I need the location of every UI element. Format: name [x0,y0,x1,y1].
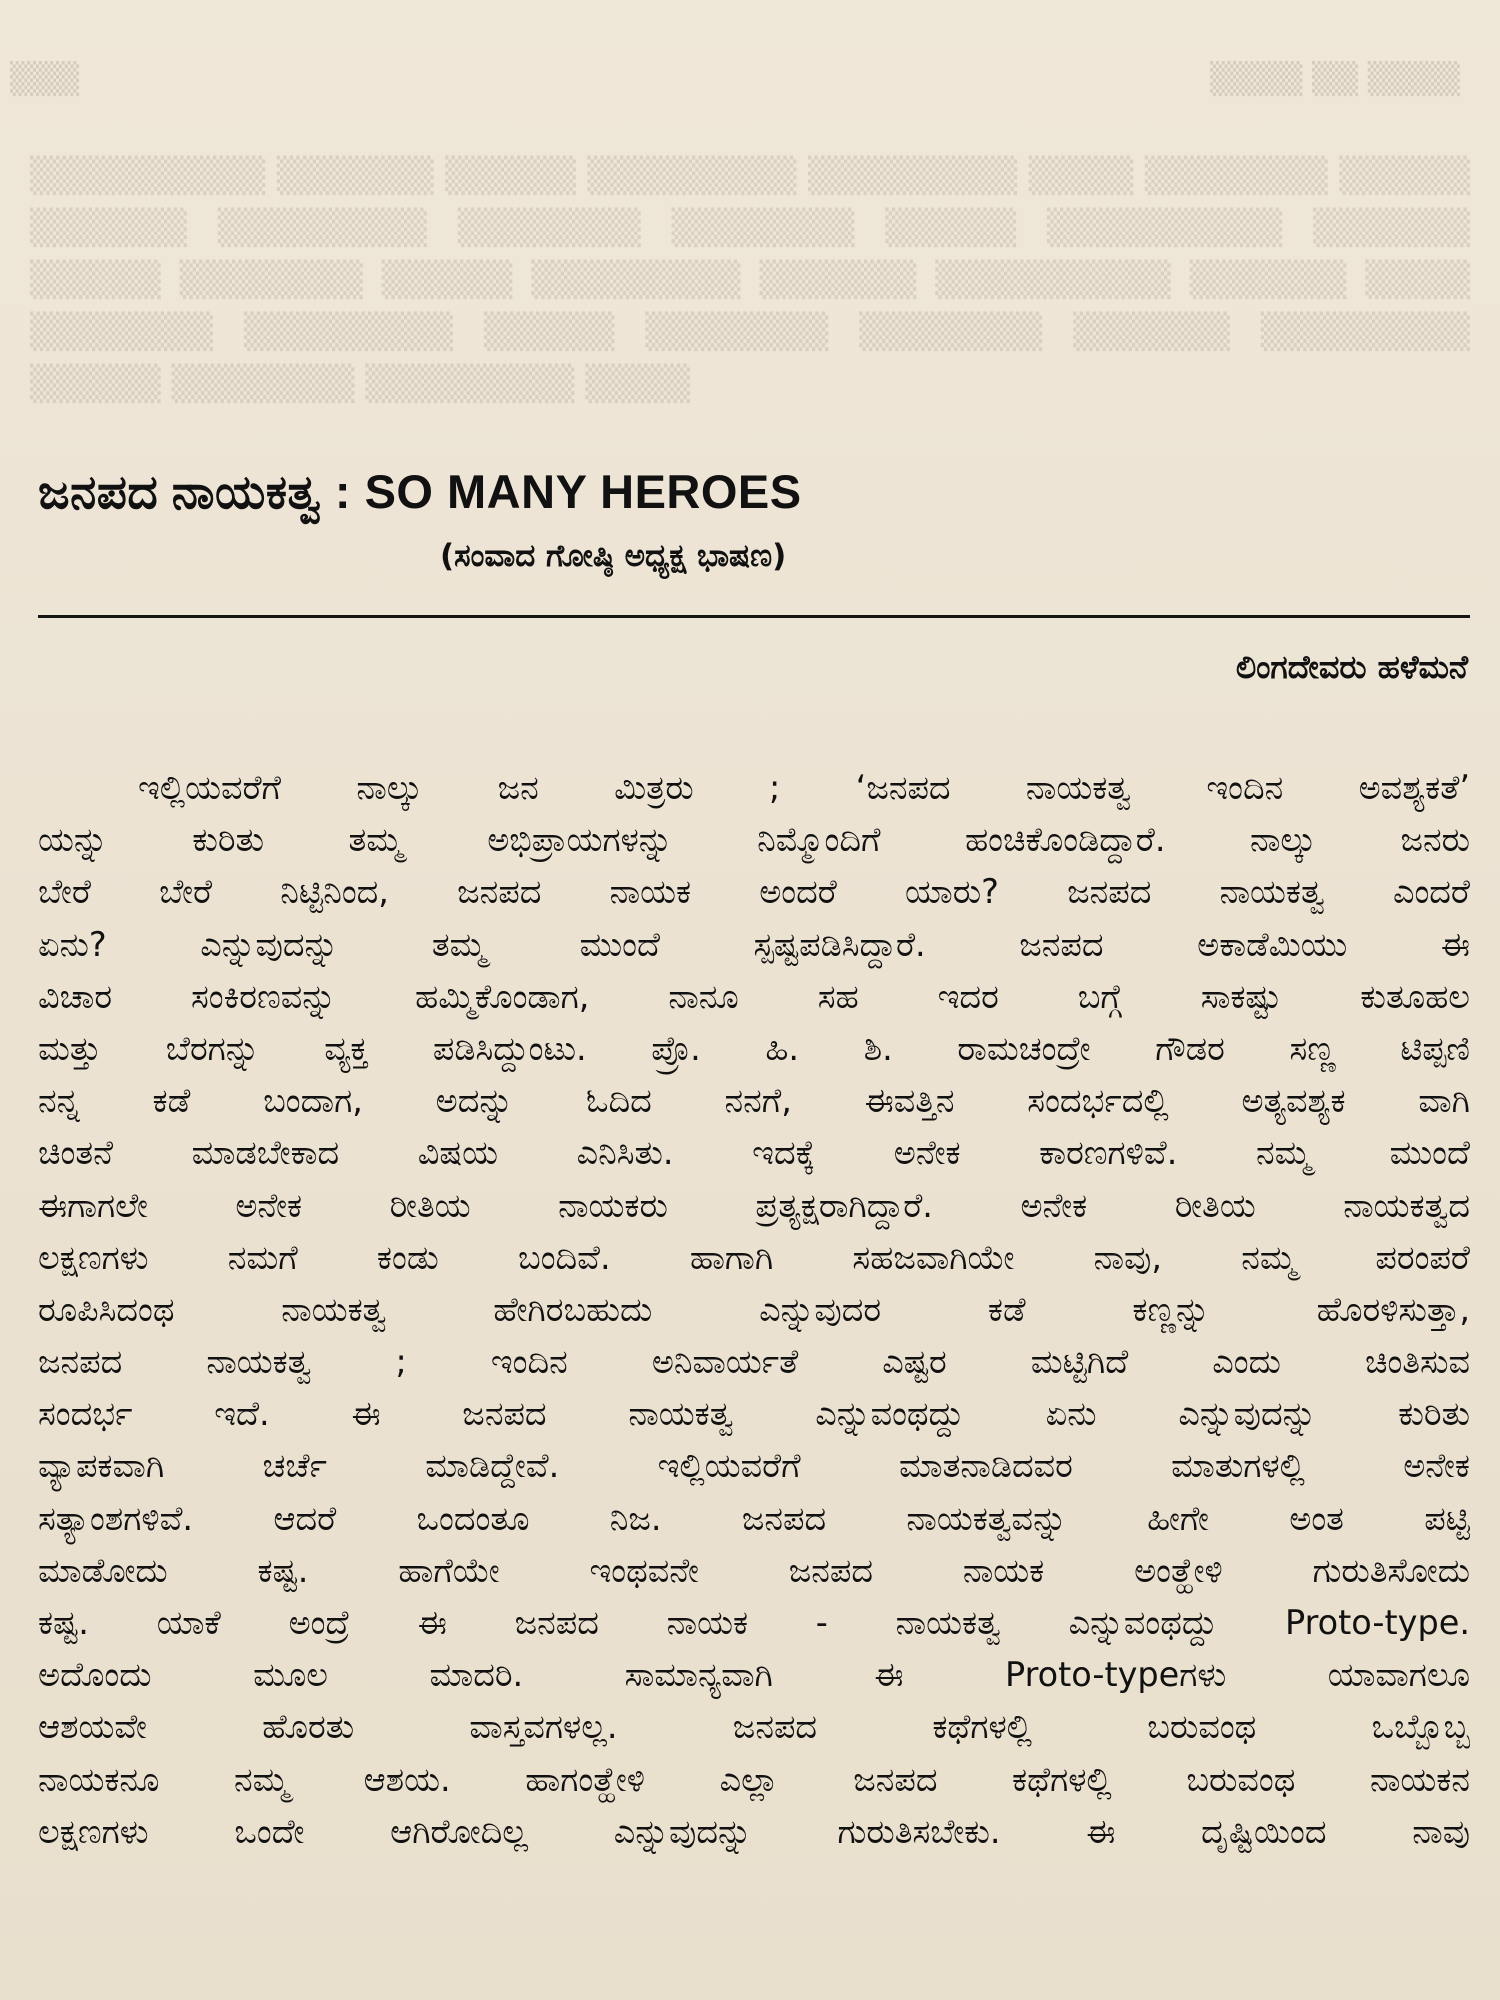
body-line: ಈಗಾಗಲೇ ಅನೇಕ ರೀತಿಯ ನಾಯಕರು ಪ್ರತ್ಯಕ್ಷರಾಗಿದ್ದಾರೆ. ಅನೇಕ ರೀತಿಯ ನಾಯಕತ್ವದ [38,1185,1470,1225]
title-divider [38,615,1470,618]
body-line: ಕಷ್ಟ. ಯಾಕೆ ಅಂದ್ರೆ ಈ ಜನಪದ ನಾಯಕ - ನಾಯಕತ್ವ ಎನ್ನುವಂಥದ್ದು Proto-type. [38,1603,1470,1642]
body-paragraph [38,762,1470,1858]
body-line: ಸಂದರ್ಭ ಇದೆ. ಈ ಜನಪದ ನಾಯಕತ್ವ ಎನ್ನುವಂಥದ್ದು ಏನು ಎನ್ನುವುದನ್ನು ಕುರಿತು [38,1394,1470,1434]
body-line: ನನ್ನ ಕಡೆ ಬಂದಾಗ, ಅದನ್ನು ಓದಿದ ನನಗೆ, ಈವತ್ತಿನ ಸಂದರ್ಭದಲ್ಲಿ ಅತ್ಯವಶ್ಯಕ ವಾಗಿ [38,1081,1470,1121]
author-name: ಲಿಂಗದೇವರು ಹಳೆಮನೆ [1235,648,1468,686]
body-line: ಯನ್ನು ಕುರಿತು ತಮ್ಮ ಅಭಿಪ್ರಾಯಗಳನ್ನು ನಿಮ್ಮೊಂದಿಗೆ ಹಂಚಿಕೊಂಡಿದ್ದಾರೆ. ನಾಲ್ಕು ಜನರು [38,820,1470,860]
body-line: ಏನು? ಎನ್ನುವುದನ್ನು ತಮ್ಮ ಮುಂದೆ ಸ್ಪಷ್ಟಪಡಿಸಿದ್ದಾರೆ. ಜನಪದ ಅಕಾಡೆಮಿಯು ಈ [38,924,1470,964]
body-line: ಮಾಡೋದು ಕಷ್ಟ. ಹಾಗೆಯೇ ಇಂಥವನೇ ಜನಪದ ನಾಯಕ ಅಂತ್ಹೇಳಿ ಗುರುತಿಸೋದು [38,1550,1470,1590]
body-line: ವ್ಯಾಪಕವಾಗಿ ಚರ್ಚೆ ಮಾಡಿದ್ದೇವೆ. ಇಲ್ಲಿಯವರೆಗೆ ಮಾತನಾಡಿದವರ ಮಾತುಗಳಲ್ಲಿ ಅನೇಕ [38,1446,1470,1486]
body-line: ಸತ್ಯಾಂಶಗಳಿವೆ. ಆದರೆ ಒಂದಂತೂ ನಿಜ. ಜನಪದ ನಾಯಕತ್ವವನ್ನು ಹೀಗೇ ಅಂತ ಪಟ್ಟಿ [38,1498,1470,1538]
article-title: ಜನಪದ ನಾಯಕತ್ವ : SO MANY HEROES [38,465,802,518]
body-line: ನಾಯಕನೂ ನಮ್ಮ ಆಶಯ. ಹಾಗಂತ್ಹೇಳಿ ಎಲ್ಲಾ ಜನಪದ ಕಥೆಗಳಲ್ಲಿ ಬರುವಂಥ ನಾಯಕನ [38,1759,1470,1799]
body-line: ಅದೊಂದು ಮೂಲ ಮಾದರಿ. ಸಾಮಾನ್ಯವಾಗಿ ಈ Proto-typeಗಳು ಯಾವಾಗಲೂ [38,1655,1470,1695]
article-subtitle: (ಸಂವಾದ ಗೋಷ್ಠಿ ಅಧ್ಯಕ್ಷ ಭಾಷಣ) [440,538,787,574]
body-line: ಲಕ್ಷಣಗಳು ನಮಗೆ ಕಂಡು ಬಂದಿವೆ. ಹಾಗಾಗಿ ಸಹಜವಾಗಿಯೇ ನಾವು, ನಮ್ಮ ಪರಂಪರೆ [38,1237,1470,1277]
body-line: ಮತ್ತು ಬೆರಗನ್ನು ವ್ಯಕ್ತ ಪಡಿಸಿದ್ದುಂಟು. ಪ್ರೊ. ಹಿ. ಶಿ. ರಾಮಚಂದ್ರೇ ಗೌಡರ ಸಣ್ಣ ಟಿಪ್ಪಣಿ [38,1028,1470,1068]
body-line: ಜನಪದ ನಾಯಕತ್ವ ; ಇಂದಿನ ಅನಿವಾರ್ಯತೆ ಎಷ್ಟರ ಮಟ್ಟಿಗಿದೆ ಎಂದು ಚಿಂತಿಸುವ [38,1342,1470,1382]
body-line: ವಿಚಾರ ಸಂಕಿರಣವನ್ನು ಹಮ್ಮಿಕೊಂಡಾಗ, ನಾನೂ ಸಹ ಇದರ ಬಗ್ಗೆ ಸಾಕಷ್ಟು ಕುತೂಹಲ [38,976,1470,1016]
body-line: ಇಲ್ಲಿಯವರೆಗೆ ನಾಲ್ಕು ಜನ ಮಿತ್ರರು ; ‘ಜನಪದ ನಾಯಕತ್ವ ಇಂದಿನ ಅವಶ್ಯಕತೆ’ [138,768,1470,807]
body-line: ರೂಪಿಸಿದಂಥ ನಾಯಕತ್ವ ಹೇಗಿರಬಹುದು ಎನ್ನುವುದರ ಕಡೆ ಕಣ್ಣನ್ನು ಹೊರಳಿಸುತ್ತಾ, [38,1289,1470,1329]
body-line: ಚಿಂತನೆ ಮಾಡಬೇಕಾದ ವಿಷಯ ಎನಿಸಿತು. ಇದಕ್ಕೆ ಅನೇಕ ಕಾರಣಗಳಿವೆ. ನಮ್ಮ ಮುಂದೆ [38,1133,1470,1173]
body-line: ಲಕ್ಷಣಗಳು ಒಂದೇ ಆಗಿರೋದಿಲ್ಲ ಎನ್ನುವುದನ್ನು ಗುರುತಿಸಬೇಕು. ಈ ದೃಷ್ಟಿಯಿಂದ ನಾವು [38,1811,1470,1851]
body-line: ಆಶಯವೇ ಹೊರತು ವಾಸ್ತವಗಳಲ್ಲ. ಜನಪದ ಕಥೆಗಳಲ್ಲಿ ಬರುವಂಥ ಒಬ್ಬೊಬ್ಬ [38,1707,1470,1747]
bleed-through-header: ▒▒▒ ▒▒▒▒ ▒▒ ▒▒▒▒ [10,62,1460,97]
bleed-through-text: ▒▒▒▒▒▒▒▒▒ ▒▒▒▒▒▒ ▒▒▒▒▒ ▒▒▒▒▒▒▒▒ ▒▒▒▒▒▒▒▒ ▒▒▒▒ ▒▒▒▒▒▒▒ ▒▒▒▒▒ ▒▒▒▒▒▒ ▒▒▒▒▒▒▒▒ ▒▒▒▒▒▒▒ ▒▒▒▒▒▒▒ ▒▒▒▒▒ ▒▒▒▒▒▒▒▒▒ ▒▒▒▒▒▒ ▒▒▒▒▒ ▒▒▒▒▒▒▒ ▒▒▒▒▒ ▒▒▒▒▒▒▒▒ ▒▒▒▒▒▒ ▒▒▒▒▒▒▒▒▒ ▒▒▒▒▒▒ ▒▒▒▒ ▒▒▒▒▒▒▒ ▒▒▒▒▒▒▒▒ ▒▒▒▒▒ ▒▒▒▒▒▒▒ ▒▒▒▒▒▒▒ ▒▒▒▒▒▒ ▒▒▒▒▒▒▒▒ ▒▒▒▒▒ ▒▒▒▒▒▒▒ ▒▒▒▒▒▒▒▒ ▒▒▒▒ [30,156,1470,404]
body-line: ಬೇರೆ ಬೇರೆ ನಿಟ್ಟಿನಿಂದ, ಜನಪದ ನಾಯಕ ಅಂದರೆ ಯಾರು? ಜನಪದ ನಾಯಕತ್ವ ಎಂದರೆ [38,872,1470,912]
